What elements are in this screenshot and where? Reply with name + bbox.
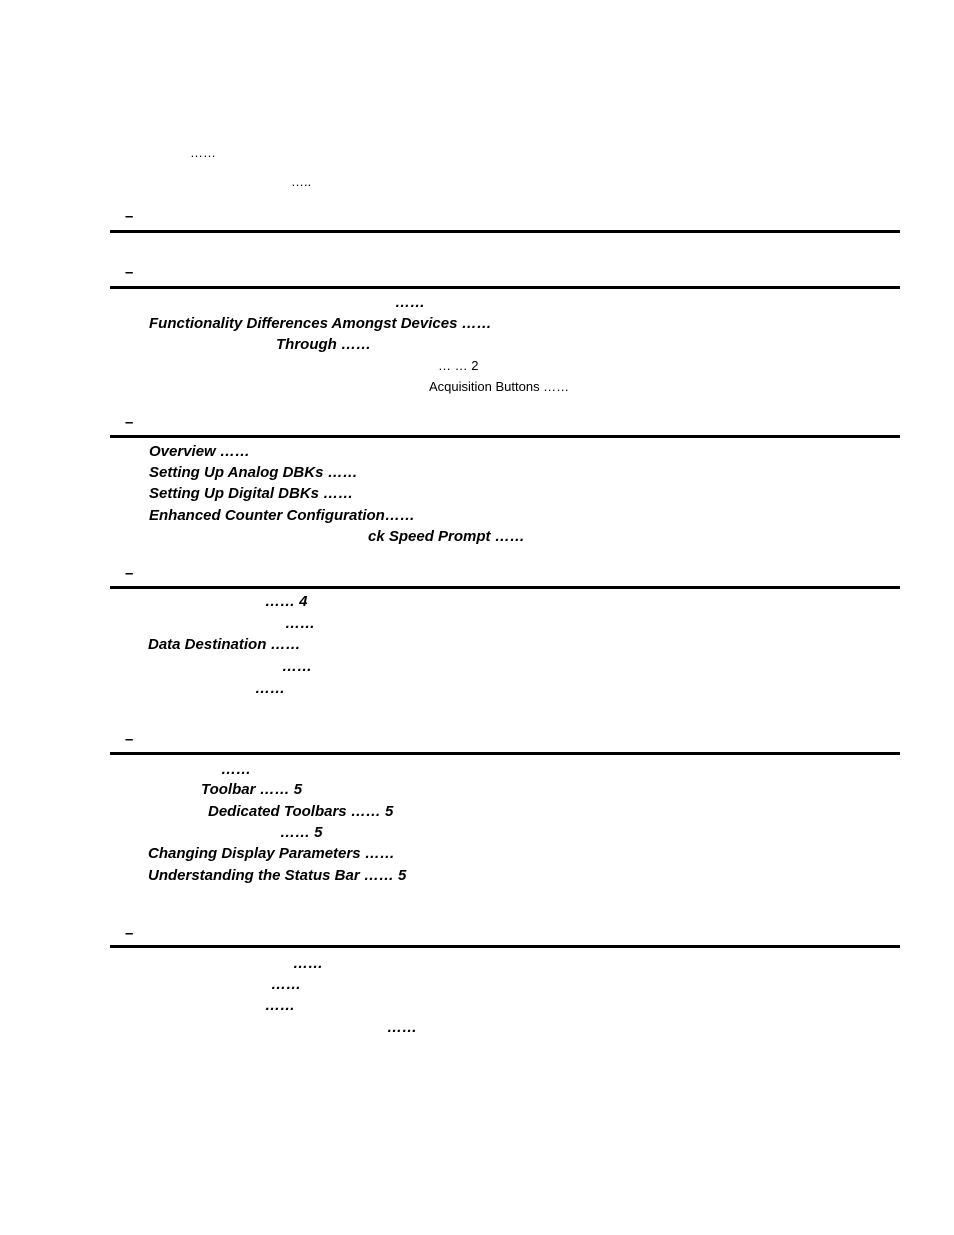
toc-entry: Understanding the Status Bar …… 5 [148, 867, 407, 884]
toc-entry: Through …… [276, 336, 371, 353]
toc-entry: …… [271, 976, 301, 993]
toc-entry: Changing Display Parameters …… [148, 845, 395, 862]
toc-entry: …… 5 [280, 824, 323, 841]
toc-entry: …… [265, 997, 295, 1014]
section-rule [110, 586, 900, 589]
section-dash: – [125, 731, 134, 748]
toc-entry: Setting Up Analog DBKs …… [149, 464, 358, 481]
section-rule [110, 752, 900, 755]
toc-entry: …… [282, 658, 312, 675]
toc-entry: ck Speed Prompt …… [368, 528, 525, 545]
toc-entry: …… [221, 761, 251, 778]
toc-entry: …… [387, 1019, 417, 1036]
section-rule [110, 286, 900, 289]
section-dash: – [125, 925, 134, 942]
toc-entry: Acquisition Buttons …… [429, 379, 570, 394]
section-dash: – [125, 208, 134, 225]
section-rule [110, 945, 900, 948]
toc-entry: Enhanced Counter Configuration…… [149, 507, 415, 524]
front-leader-1: …… [190, 145, 216, 160]
section-rule [110, 230, 900, 233]
toc-entry: Overview …… [149, 443, 250, 460]
toc-entry: Data Destination …… [148, 636, 301, 653]
toc-entry: Toolbar …… 5 [201, 781, 303, 798]
toc-entry: …… [255, 680, 285, 697]
section-dash: – [125, 264, 134, 281]
section-dash: – [125, 414, 134, 431]
section-dash: – [125, 565, 134, 582]
section-rule [110, 435, 900, 438]
toc-entry: Setting Up Digital DBKs …… [149, 485, 354, 502]
toc-entry: Dedicated Toolbars …… 5 [208, 803, 394, 820]
toc-entry: …… [285, 615, 315, 632]
front-leader-2: ….. [291, 174, 312, 189]
toc-entry: …… [395, 294, 425, 311]
toc-entry: …… 4 [265, 593, 308, 610]
toc-entry: Functionality Differences Amongst Devices …… [149, 315, 492, 332]
toc-entry: …… [293, 955, 323, 972]
toc-entry: … … 2 [438, 358, 479, 373]
